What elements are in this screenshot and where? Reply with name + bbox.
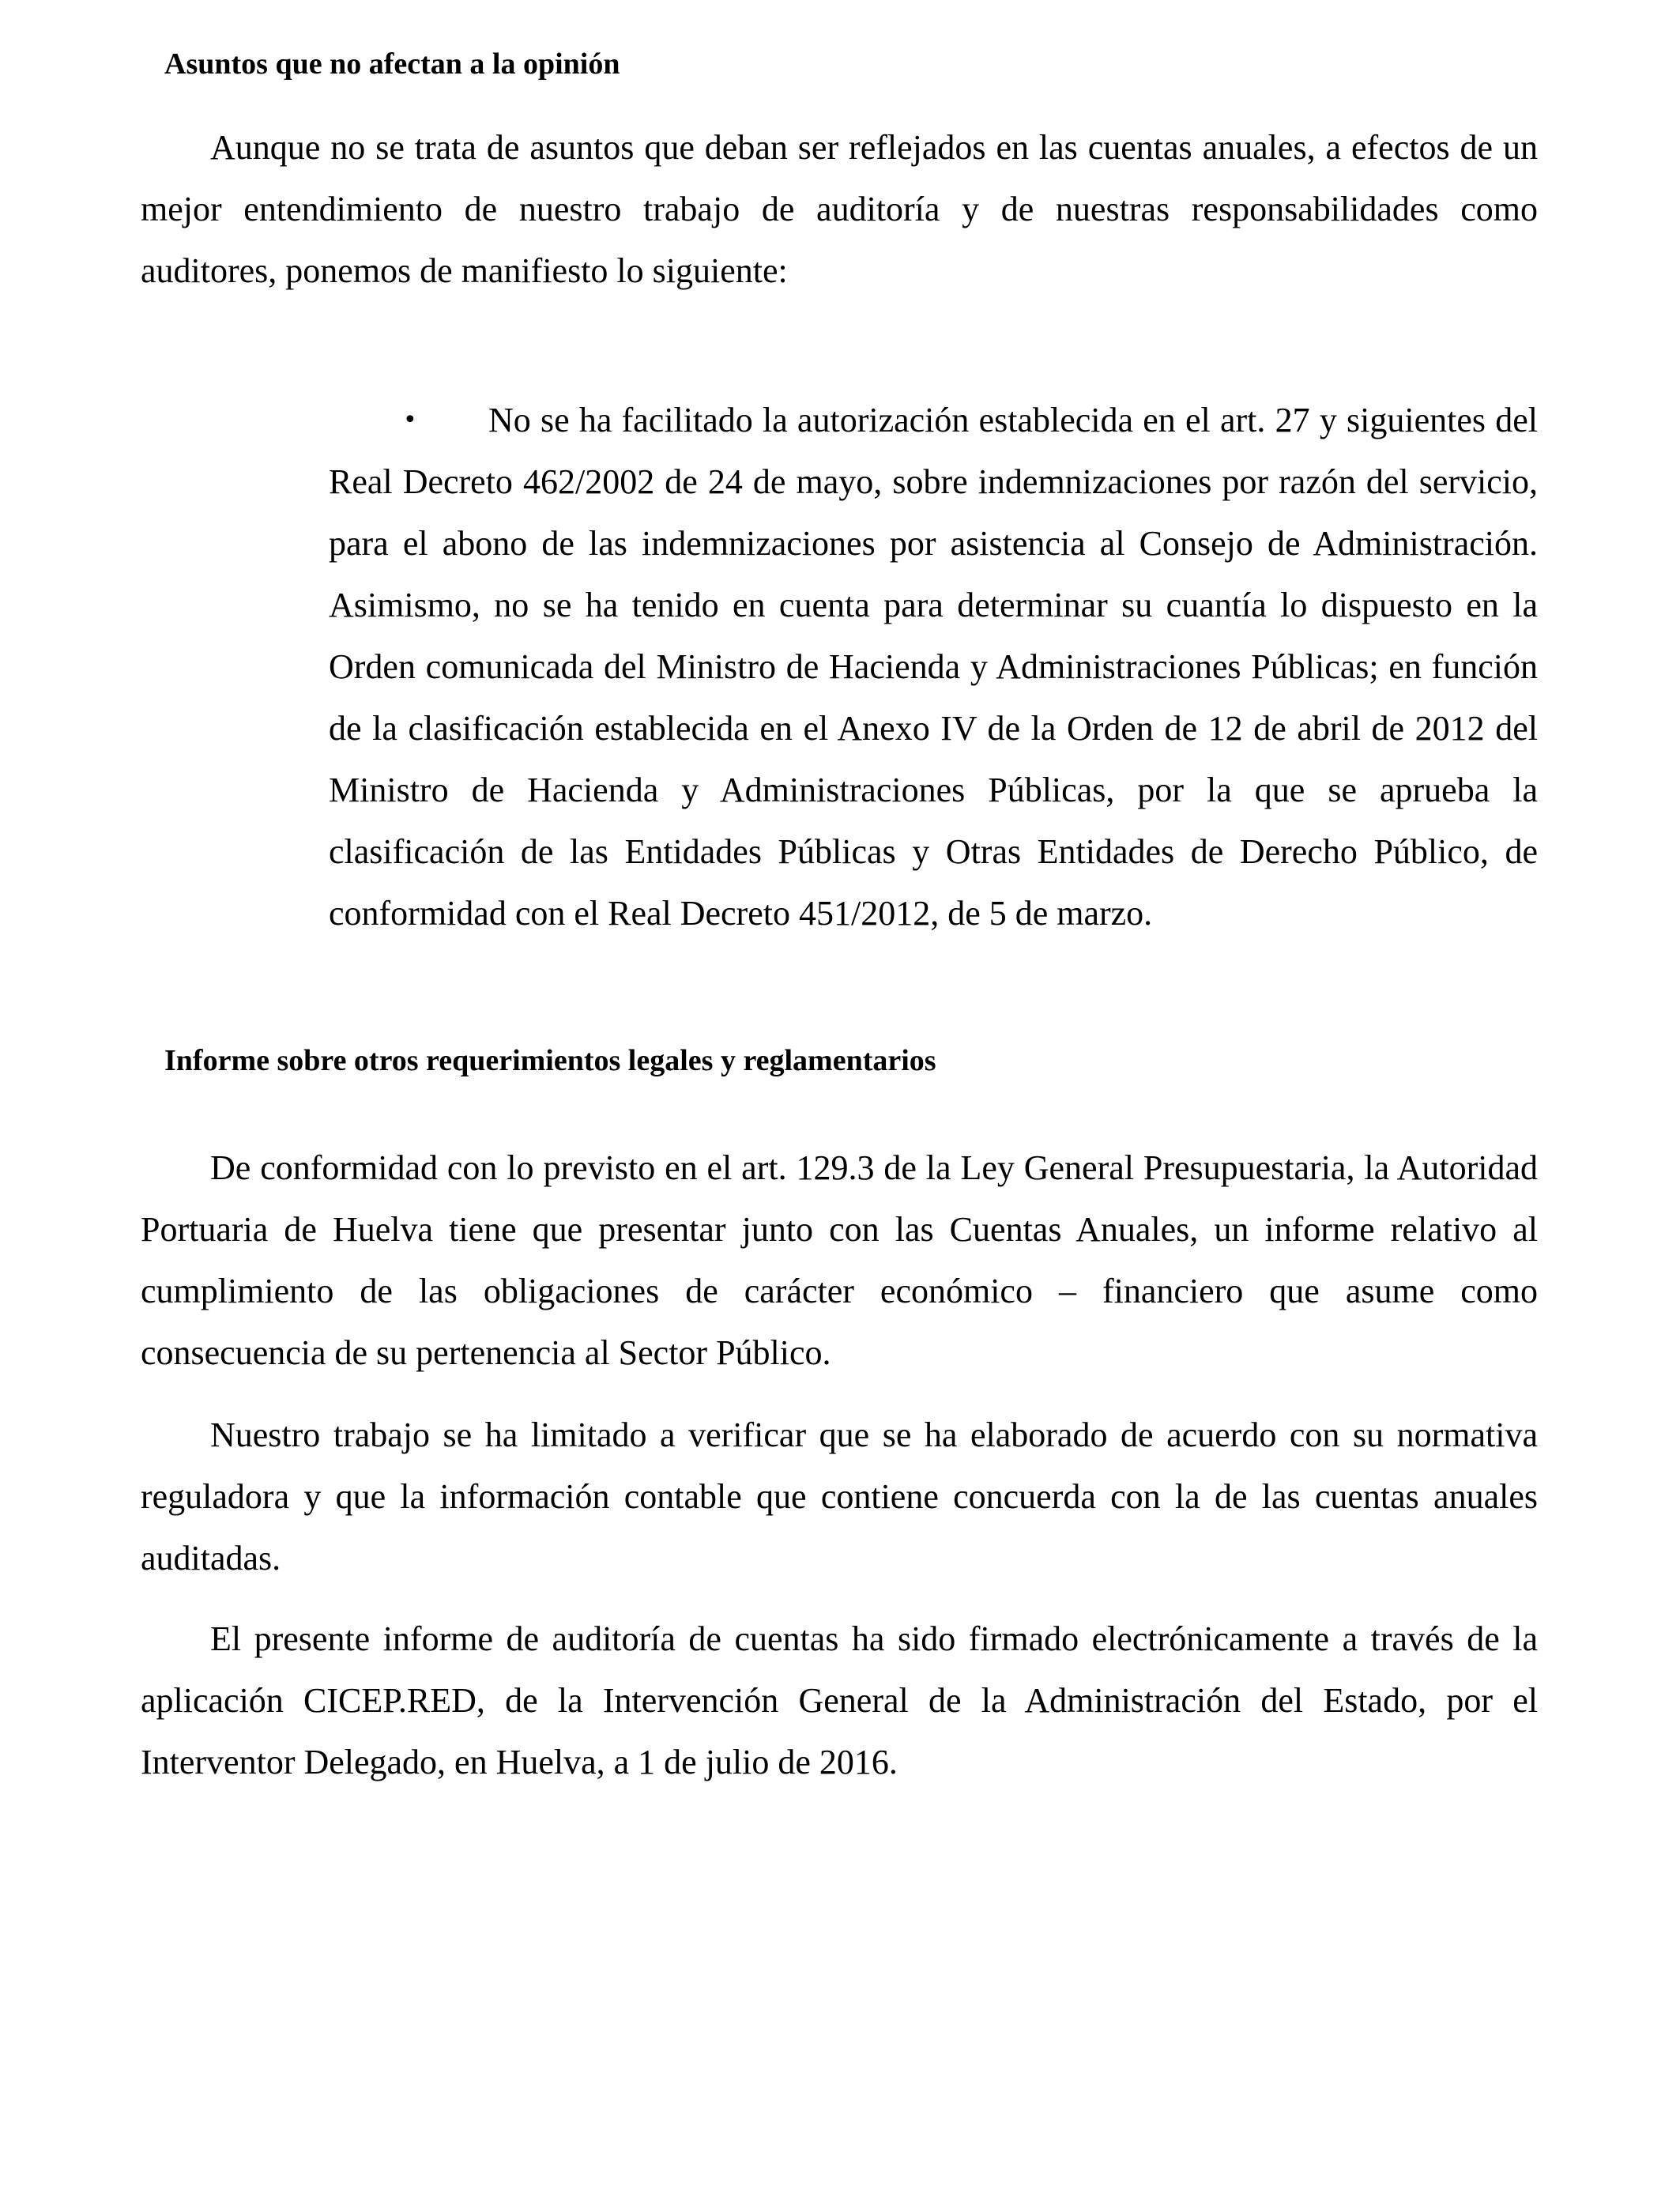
intro-paragraph: Aunque no se trata de asuntos que deban ser reflejados en las cuentas anuales, a efectos de un mejor entendimiento de nuestro trabajo de auditoría y de nuestras responsabilidades como auditores, ponemos de manifiesto lo siguiente: [141,128,1538,290]
bullet-text: No se ha facilitado la autorización establecida en el art. 27 y siguientes del Real Decreto 462/2002 de 24 de mayo, sobre indemnizaciones por razón del servicio, para el abono de las indemnizaciones por asistencia al Consejo de Administración. Asimismo, no se ha tenido en cuenta para determinar su cuantía lo dispuesto en la Orden comunicada del Ministro de Hacienda y Administraciones Públicas; en función de la clasificación establecida en el Anexo IV de la Orden de 12 de abril de 2012 del Ministro de Hacienda y Administraciones Públicas, por la que se aprueba la clasificación de las Entidades Públicas y Otras Entidades de Derecho Público, de conformidad con el Real Decreto 451/2012, de 5 de marzo. [329,401,1538,933]
section-heading-informe: Informe sobre otros requerimientos legales y reglamentarios [164,1044,936,1077]
bullet-list-item [329,390,1538,944]
paragraph-firma-electronica: El presente informe de auditoría de cuentas ha sido firmado electrónicamente a través de la aplicación CICEP.RED, de la Intervención General de la Administración del Estado, por el Interventor Delegado, en Huelva, a 1 de julio de 2016. [141,1619,1538,1781]
paragraph-ley-presupuestaria: De conformidad con lo previsto en el art. 129.3 de la Ley General Presupuestaria, la Autoridad Portuaria de Huelva tiene que presentar junto con las Cuentas Anuales, un informe relativo al cumplimiento de las obligaciones de carácter económico – financiero que asume como consecuencia de su pertenencia al Sector Público. [141,1148,1538,1372]
paragraph-trabajo-limitado: Nuestro trabajo se ha limitado a verificar que se ha elaborado de acuerdo con su normativa reguladora y que la información contable que contiene concuerda con la de las cuentas anuales auditadas. [141,1416,1538,1578]
section-heading-asuntos: Asuntos que no afectan a la opinión [164,47,620,81]
bullet-icon: • [403,406,417,434]
